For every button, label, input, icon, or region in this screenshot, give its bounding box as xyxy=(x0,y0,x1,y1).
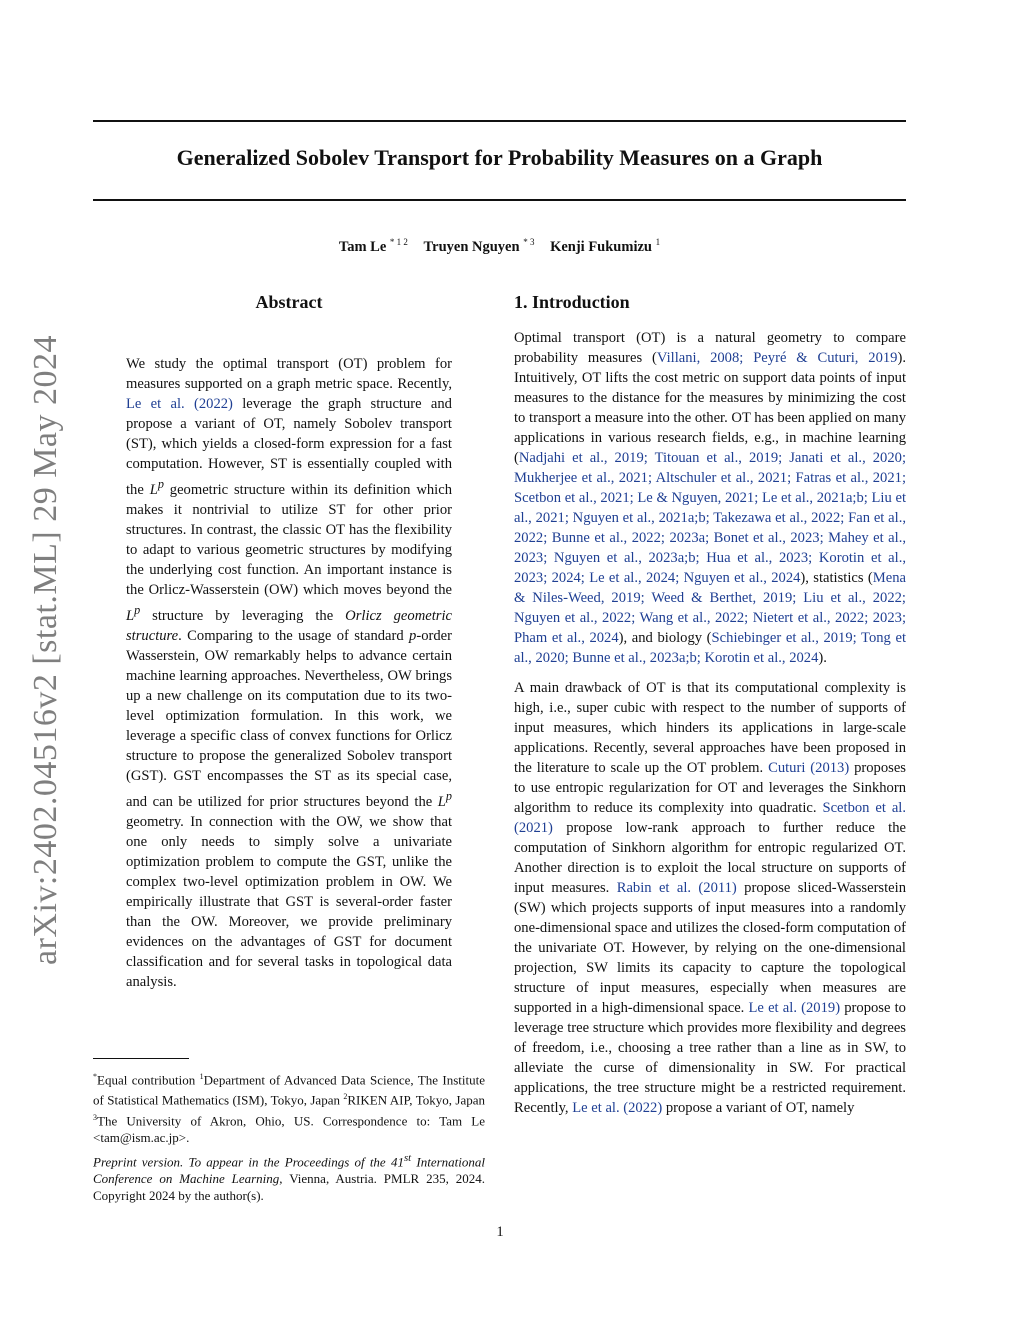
arxiv-stamp: arXiv:2402.04516v2 [stat.ML] 29 May 2024 xyxy=(27,334,64,966)
citation-link[interactable]: Le et al. (2019) xyxy=(748,1000,841,1016)
citation-link[interactable]: Schiebinger et al., 2019; Tong et al., 2020; Bunne et al., 2023a;b; Korotin et al., 2024 xyxy=(514,630,906,666)
intro-paragraph-2: A main drawback of OT is that its computational complexity is high, i.e., super cubic with respect to the number of supports of input measures, which hinders its applications in large-scale applications. Recently, several approaches have been proposed in the literature to scale up the OT problem. Cuturi (2013) proposes to use entropic regularization for OT and leverages the Sinkhorn algorithm to reduce its complexity into quadratic. Scetbon et al. (2021) propose low-rank approach to further reduce the computation of Sinkhorn algorithm for entropic regularized OT. Another direction is to exploit the local structure on supports of input measures. Rabin et al. (2011) propose sliced-Wasserstein (SW) which projects supports of input measures into a randomly one-dimensional space and utilizes the closed-form computation of the univariate OT. However, by relying on the one-dimensional projection, SW limits its capacity to capture the topological structure of input measures, especially when measures are supported in a high-dimensional space. Le et al. (2019) propose to leverage tree structure which provides more flexibility and degrees of freedom, i.e., choosing a tree rather than a line as in SW, to alleviate the curse of dimensionality in SW. For practical applications, the tree structure might be a restricted requirement. Recently, Le et al. (2022) propose a variant of OT, namely xyxy=(514,680,907,1116)
affiliation-footnote: *Equal contribution $^1$Department of Advanced Data Science, The Institute of Statistical Mathematics (ISM), Tokyo, Japan $^2$RIKEN AIP, Tokyo, Japan $^3$The University of Akron, Ohio, US. Correspondence to: Tam Le <tam@ism.ac.jp>. xyxy=(93,1072,486,1145)
author-2: Truyen Nguyen $^{* 3}$ xyxy=(423,237,535,255)
abstract-body: We study the optimal transport (OT) problem for measures supported on a graph metric space. Recently, Le et al. (2022) leverage the graph structure and propose a variant of OT, namely Sobolev transport (ST), which yields a closed-form expression for a fast computation. However, ST is essentially coupled with the $L^p$ geometric structure within its definition which makes it nontrivial to utilize ST for other prior structures. In contrast, the classic OT has the flexibility to adapt to various geometric structures by modifying the underlying cost function. An important instance is the Orlicz-Wasserstein (OW) which moves beyond the $L^p$ structure by leveraging the Orlicz geometric structure. Comparing to the usage of standard p-order Wasserstein, OW remarkably helps to advance certain machine learning approaches. Nevertheless, OW brings up a new challenge on its computation due to its two-level optimization formulation. In this work, we leverage a specific class of convex functions for Orlicz structure to propose the generalized Sobolev transport (GST). GST encompasses the ST as its special case, and can be utilized for prior structures beyond the $L^p$ geometry. In connection with the OW, we show that one only needs to simply solve a univariate optimization problem to compute the GST, unlike the complex two-level optimization problem in OW. We empirically illustrate that GST is several-order faster than the OW. Moreover, we provide preliminary evidences on the advantages of GST for document classification and for several tasks in topological data analysis. xyxy=(126,356,452,990)
author-list xyxy=(93,237,906,256)
preprint-notice: Preprint version. To appear in the Proceedings of the 41st International Conference on Machine Learning, Vienna, Austria. PMLR 235, 2024. Copyright 2024 by the author(s). xyxy=(93,1152,485,1204)
citation-link[interactable]: Nadjahi et al., 2019; Titouan et al., 2019; Janati et al., 2020; Mukherjee et al., 2021; Altschuler et al., 2021; Fatras et al., 2021; Scetbon et al., 2021; Le & Nguyen, 2021; Le et al., 2021a;b; Liu et al., 2021; Nguyen et al., 2021a;b; Takezawa et al., 2022; Fan et al., 2022; Bunne et al., 2022; 2023a; Bonet et al., 2023; Mahey et al., 2023; Nguyen et al., 2023a;b; Hua et al., 2023; Korotin et al., 2023; 2024; Le et al., 2024; Nguyen et al., 2024 xyxy=(514,450,906,586)
citation-link[interactable]: Le et al. (2022) xyxy=(126,396,233,412)
title-rule-bottom xyxy=(93,199,906,201)
citation-link[interactable]: Mena & Niles-Weed, 2019; Weed & Berthet, 2019; Liu et al., 2022; Nguyen et al., 2022; Wang et al., 2022; Nietert et al., 2022; 2023; Pham et al., 2024 xyxy=(514,570,906,646)
citation-link[interactable]: Le et al. (2022) xyxy=(572,1100,663,1116)
footnote-rule xyxy=(93,1058,189,1059)
citation-link[interactable]: Villani, 2008; Peyré & Cuturi, 2019 xyxy=(656,350,898,366)
intro-paragraph-1: Optimal transport (OT) is a natural geometry to compare probability measures (Villani, 2008; Peyré & Cuturi, 2019). Intuitively, OT lifts the cost metric on support data points of input measures to the distance for the measures by minimizing the cost to transport a measure into the other. OT has been applied on many applications in various research fields, e.g., in machine learning (Nadjahi et al., 2019; Titouan et al., 2019; Janati et al., 2020; Mukherjee et al., 2021; Altschuler et al., 2021; Fatras et al., 2021; Scetbon et al., 2021; Le & Nguyen, 2021; Le et al., 2021a;b; Liu et al., 2021; Nguyen et al., 2021a;b; Takezawa et al., 2022; Fan et al., 2022; Bunne et al., 2022; 2023a; Bonet et al., 2023; Mahey et al., 2023; Nguyen et al., 2023a;b; Hua et al., 2023; Korotin et al., 2023; 2024; Le et al., 2024; Nguyen et al., 2024), statistics (Mena & Niles-Weed, 2019; Weed & Berthet, 2019; Liu et al., 2022; Nguyen et al., 2022; Wang et al., 2022; Nietert et al., 2022; 2023; Pham et al., 2024), and biology (Schiebinger et al., 2019; Tong et al., 2020; Bunne et al., 2023a;b; Korotin et al., 2024). xyxy=(514,330,906,666)
abstract-heading: Abstract xyxy=(255,292,323,312)
author-3: Kenji Fukumizu $^1$ xyxy=(550,237,661,255)
paper-title: Generalized Sobolev Transport for Probability Measures on a Graph xyxy=(176,145,823,170)
intro-body xyxy=(514,328,906,1128)
citation-link[interactable]: Cuturi (2013) xyxy=(768,760,850,776)
citation-link[interactable]: Rabin et al. (2011) xyxy=(616,880,737,896)
page-number: 1 xyxy=(496,1224,504,1240)
author-1: Tam Le $^{* 1 2}$ xyxy=(338,237,408,255)
intro-heading: 1. Introduction xyxy=(514,292,630,312)
title-rule-top xyxy=(93,120,906,122)
citation-link[interactable]: Scetbon et al. (2021) xyxy=(514,800,907,836)
